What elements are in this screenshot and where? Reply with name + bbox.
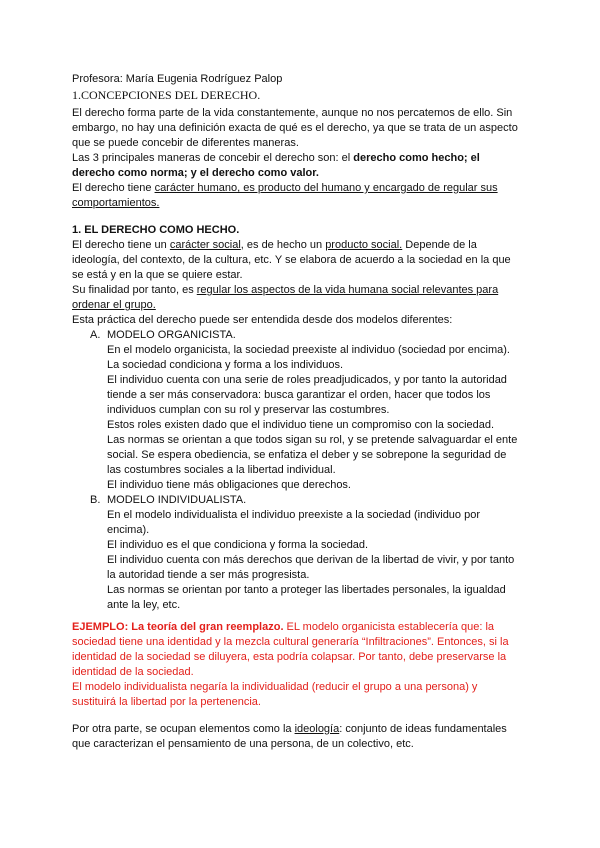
model-b-line: El individuo es el que condiciona y forma la sociedad. xyxy=(107,539,369,551)
text-run: El derecho tiene un xyxy=(72,239,170,251)
text-run: , es de hecho un xyxy=(240,239,326,251)
model-a-line: Estos roles existen dado que el individuo tiene un compromiso con la sociedad. xyxy=(107,419,495,431)
example-line: identidad de la sociedad se diluyera, esta podría colapsar. Por tanto, debe preservarse la xyxy=(72,651,507,663)
model-b-title: MODELO INDIVIDUALISTA. xyxy=(107,494,247,506)
example-line xyxy=(72,620,494,635)
model-b-line: En el modelo individualista el individuo preexiste a la sociedad (individuo por xyxy=(107,509,481,521)
text-run: El derecho tiene xyxy=(72,182,155,194)
example-line: sustituirá la libertad por la pertenencia. xyxy=(72,696,261,708)
underlined-line: comportamientos. xyxy=(72,197,160,209)
model-a-line: las costumbres sociales a la libertad individual. xyxy=(107,464,336,476)
underlined-text: producto social. xyxy=(325,239,403,251)
model-a-line: individuos cumplan con su rol y preservar las costumbres. xyxy=(107,404,390,416)
model-a-line: El individuo tiene más obligaciones que derechos. xyxy=(107,479,351,491)
example-line: sociedad tiene una identidad y la mezcla cultural generaría “Infiltraciones”. Entonces, si la xyxy=(72,636,509,648)
model-a-title: MODELO ORGANICISTA. xyxy=(107,329,236,341)
body-line: ideología, del contexto, de la cultura, etc. Y se elabora de acuerdo a la sociedad en la que xyxy=(72,254,511,266)
body-line: se está y en la que se quiere estar. xyxy=(72,269,243,281)
professor-line: Profesora: María Eugenia Rodríguez Palop xyxy=(72,73,283,85)
intro-line xyxy=(72,181,498,196)
text-run: : conjunto de ideas fundamentales xyxy=(339,723,507,735)
text-run: Su finalidad por tanto, es xyxy=(72,284,197,296)
model-b-line: Las normas se orientan por tanto a proteger las libertades personales, la igualdad xyxy=(107,584,506,596)
text-run: Por otra parte, se ocupan elementos como la xyxy=(72,723,295,735)
example-line: identidad de la sociedad. xyxy=(72,666,194,678)
example-line: El modelo individualista negaría la individualidad (reducir el grupo a una persona) y xyxy=(72,681,478,693)
section-title: 1.CONCEPCIONES DEL DERECHO. xyxy=(72,88,261,102)
model-b-line: encima). xyxy=(107,524,150,536)
example-heading: EJEMPLO: La teoría del gran reemplazo. xyxy=(72,621,284,633)
closing-line: que caracterizan el pensamiento de una persona, de un colectivo, etc. xyxy=(72,738,414,750)
body-line xyxy=(72,238,477,253)
model-a-line: tiende a ser más conservadora: busca garantizar el orden, hacer que todos los xyxy=(107,389,491,401)
body-line: Esta práctica del derecho puede ser entendida desde dos modelos diferentes: xyxy=(72,314,453,326)
text-run: EL modelo organicista establecería que: la xyxy=(283,621,495,633)
intro-line: El derecho forma parte de la vida constantemente, aunque no nos percatemos de ello. Sin xyxy=(72,107,513,119)
model-a-line: La sociedad condiciona y forma a los individuos. xyxy=(107,359,344,371)
underlined-line: ordenar el grupo. xyxy=(72,299,156,311)
model-a-line: social. Se espera obediencia, se enfatiza el deber y se sobrepone la seguridad de xyxy=(107,449,507,461)
intro-line xyxy=(72,151,480,166)
model-b-line: El individuo cuenta con más derechos que derivan de la libertad de vivir, y por tanto xyxy=(107,554,515,566)
bold-line: derecho como norma; y el derecho como valor. xyxy=(72,167,319,179)
intro-line: embargo, no hay una definición exacta de qué es el derecho, ya que se trata de un aspecto xyxy=(72,122,518,134)
list-marker-b: B. xyxy=(90,494,101,506)
text-run: Las 3 principales maneras de concebir el derecho son: el xyxy=(72,152,354,164)
closing-line xyxy=(72,722,507,737)
model-a-line: Las normas se orientan a que todos sigan su rol, y se pretende salvaguardar el ente xyxy=(107,434,518,446)
bold-text: derecho como hecho; el xyxy=(353,152,480,164)
underlined-text: carácter social xyxy=(169,239,241,251)
intro-line: que se puede concebir de diferentes maneras. xyxy=(72,137,299,149)
list-marker-a: A. xyxy=(90,329,101,341)
model-a-line: El individuo cuenta con una serie de roles preadjudicados, y por tanto la autoridad xyxy=(107,374,507,386)
underlined-text: carácter humano, es producto del humano y encargado de regular sus xyxy=(154,182,498,194)
model-b-line: la autoridad tiende a ser más progresista. xyxy=(107,569,310,581)
body-line xyxy=(72,283,498,298)
underlined-text: regular los aspectos de la vida humana social relevantes para xyxy=(196,284,499,296)
model-a-line: En el modelo organicista, la sociedad preexiste al individuo (sociedad por encima). xyxy=(107,344,510,356)
underlined-text: ideología xyxy=(294,723,340,735)
section-heading: 1. EL DERECHO COMO HECHO. xyxy=(72,224,240,236)
text-run: Depende de la xyxy=(402,239,477,251)
model-b-line: ante la ley, etc. xyxy=(107,599,181,611)
